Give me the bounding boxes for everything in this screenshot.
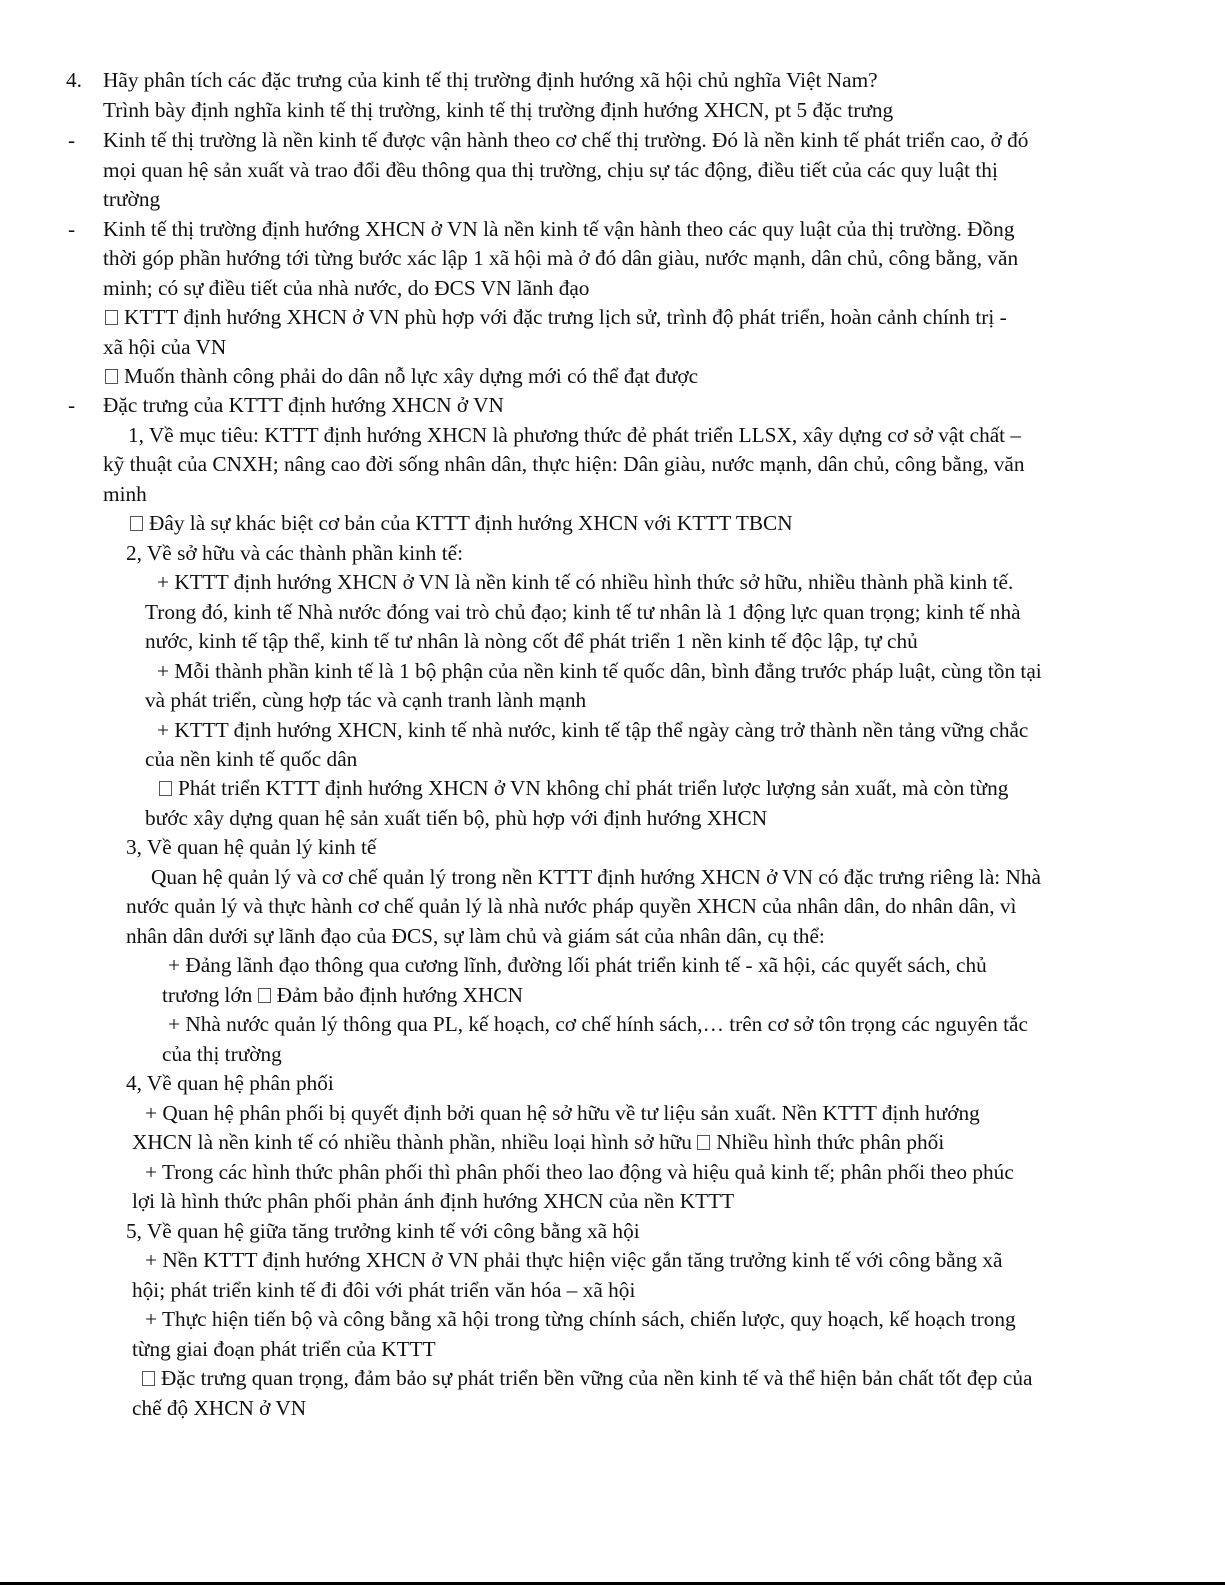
- arrow-line: Đặc trưng quan trọng, đảm bảo sự phát triển bền vững của nền kinh tế và thể hiện bản chất tốt đẹp của: [142, 1363, 1032, 1393]
- text-line: + Trong các hình thức phân phối thì phân phối theo lao động và hiệu quả kinh tế; phân phối theo phúc: [145, 1160, 1014, 1184]
- text-line: lợi là hình thức phân phối phản ánh định hướng XHCN của nền KTTT: [132, 1189, 735, 1213]
- arrow-line: trương lớn Đảm bảo định hướng XHCN: [162, 983, 523, 1007]
- feature-heading-4: 4, Về quan hệ phân phối: [126, 1071, 334, 1095]
- arrow-line: Đây là sự khác biệt cơ bản của KTTT định hướng XHCN với KTTT TBCN: [130, 508, 793, 538]
- text-line: chế độ XHCN ở VN: [132, 1396, 307, 1420]
- bullet-dash: -: [68, 128, 76, 152]
- text-line: + Đảng lãnh đạo thông qua cương lĩnh, đường lối phát triển kinh tế - xã hội, các quyết sách, chủ: [168, 953, 987, 977]
- question-subtitle: Trình bày định nghĩa kinh tế thị trường, kinh tế thị trường định hướng XHCN, pt 5 đặc trưng: [103, 98, 894, 122]
- text-line: nước, kinh tế tập thể, kinh tế tư nhân là nòng cốt để phát triển 1 nền kinh tế độc lập, tự chủ: [145, 629, 918, 653]
- text-line: + KTTT định hướng XHCN, kinh tế nhà nước, kinh tế tập thể ngày càng trở thành nền tảng vững chắc: [157, 718, 1029, 742]
- text-line: + KTTT định hướng XHCN ở VN là nền kinh tế có nhiều hình thức sở hữu, nhiều thành phầ kinh tế.: [157, 570, 1014, 594]
- text-line: nước quản lý và thực hành cơ chế quản lý là nhà nước pháp quyền XHCN của nhân dân, do nhân dân, vì: [126, 894, 1017, 918]
- feature-heading-3: 3, Về quan hệ quản lý kinh tế: [126, 835, 377, 859]
- text-line: của thị trường: [162, 1042, 282, 1066]
- arrow-line: XHCN là nền kinh tế có nhiều thành phần, nhiều loại hình sở hữu Nhiều hình thức phân phối: [132, 1130, 945, 1154]
- text-line: + Nhà nước quản lý thông qua PL, kế hoạch, cơ chế hính sách,… trên cơ sở tôn trọng các nguyên tắc: [168, 1012, 1028, 1036]
- arrow-symbol-icon: [130, 516, 143, 531]
- text-line: Trong đó, kinh tế Nhà nước đóng vai trò chủ đạo; kinh tế tư nhân là 1 động lực quan trọng; kinh tế nhà: [145, 600, 1021, 624]
- text-line: mọi quan hệ sản xuất và trao đổi đều thông qua thị trường, chịu sự tác động, điều tiết của các quy luật thị: [103, 158, 998, 182]
- arrow-line: Muốn thành công phải do dân nỗ lực xây dựng mới có thể đạt được: [105, 361, 698, 391]
- arrow-symbol-icon: [142, 1371, 155, 1386]
- arrow-line: Phát triển KTTT định hướng XHCN ở VN không chỉ phát triển lược lượng sản xuất, mà còn từng: [159, 773, 1008, 803]
- arrow-line: KTTT định hướng XHCN ở VN phù hợp với đặc trưng lịch sử, trình độ phát triển, hoàn cảnh chính trị -: [105, 302, 1007, 332]
- arrow-symbol-icon: [697, 1135, 710, 1150]
- text-line: bước xây dựng quan hệ sản xuất tiến bộ, phù hợp với định hướng XHCN: [145, 806, 768, 830]
- text-line: xã hội của VN: [103, 335, 227, 359]
- text-line: minh: [103, 482, 147, 506]
- text-line: nhân dân dưới sự lãnh đạo của ĐCS, sự làm chủ và giám sát của nhân dân, cụ thể:: [126, 924, 825, 948]
- bullet-dash: -: [68, 393, 76, 417]
- text-line: + Quan hệ phân phối bị quyết định bởi quan hệ sở hữu về tư liệu sản xuất. Nền KTTT định hướng: [145, 1101, 980, 1125]
- text-line: từng giai đoạn phát triển của KTTT: [132, 1337, 436, 1361]
- question-title: Hãy phân tích các đặc trưng của kinh tế thị trường định hướng xã hội chủ nghĩa Việt Nam?: [103, 68, 878, 92]
- feature-heading-1: 1, Về mục tiêu: KTTT định hướng XHCN là phương thức đẻ phát triển LLSX, xây dựng cơ sở vật chất –: [128, 423, 1022, 447]
- text-line: của nền kinh tế quốc dân: [145, 747, 358, 771]
- text-line: + Mỗi thành phần kinh tế là 1 bộ phận của nền kinh tế quốc dân, bình đẳng trước pháp luật, cùng tồn tại: [157, 659, 1042, 683]
- question-number: 4.: [66, 68, 82, 92]
- text-line: thời góp phần hướng tới từng bước xác lập 1 xã hội mà ở đó dân giàu, nước mạnh, dân chủ, công bằng, văn: [103, 246, 1019, 270]
- text-line: Kinh tế thị trường định hướng XHCN ở VN là nền kinh tế vận hành theo các quy luật của thị trường. Đồng: [103, 217, 1015, 241]
- arrow-symbol-icon: [105, 369, 118, 384]
- text-line: minh; có sự điều tiết của nhà nước, do ĐCS VN lãnh đạo: [103, 276, 590, 300]
- text-line: Kinh tế thị trường là nền kinh tế được vận hành theo cơ chế thị trường. Đó là nền kinh tế phát triển cao, ở đó: [103, 128, 1029, 152]
- arrow-symbol-icon: [159, 781, 172, 796]
- bullet-dash: -: [68, 217, 76, 241]
- text-line: trường: [103, 187, 161, 211]
- text-line: và phát triển, cùng hợp tác và cạnh tranh lành mạnh: [145, 688, 587, 712]
- text-line: hội; phát triển kinh tế đi đôi với phát triển văn hóa – xã hội: [132, 1278, 636, 1302]
- section-heading: Đặc trưng của KTTT định hướng XHCN ở VN: [103, 393, 504, 417]
- feature-heading-2: 2, Về sở hữu và các thành phần kinh tế:: [126, 541, 464, 565]
- feature-heading-5: 5, Về quan hệ giữa tăng trưởng kinh tế với công bằng xã hội: [126, 1219, 640, 1243]
- text-line: Quan hệ quản lý và cơ chế quản lý trong nền KTTT định hướng XHCN ở VN có đặc trưng riêng là: Nhà: [151, 865, 1042, 889]
- arrow-symbol-icon: [258, 988, 271, 1003]
- text-line: + Thực hiện tiến bộ và công bằng xã hội trong từng chính sách, chiến lược, quy hoạch, kế hoạch trong: [145, 1307, 1016, 1331]
- text-line: kỹ thuật của CNXH; nâng cao đời sống nhân dân, thực hiện: Dân giàu, nước mạnh, dân chủ, công bằng, văn: [103, 452, 1025, 476]
- arrow-symbol-icon: [105, 310, 118, 325]
- text-line: + Nền KTTT định hướng XHCN ở VN phải thực hiện việc gắn tăng trưởng kinh tế với công bằng xã: [145, 1248, 1003, 1272]
